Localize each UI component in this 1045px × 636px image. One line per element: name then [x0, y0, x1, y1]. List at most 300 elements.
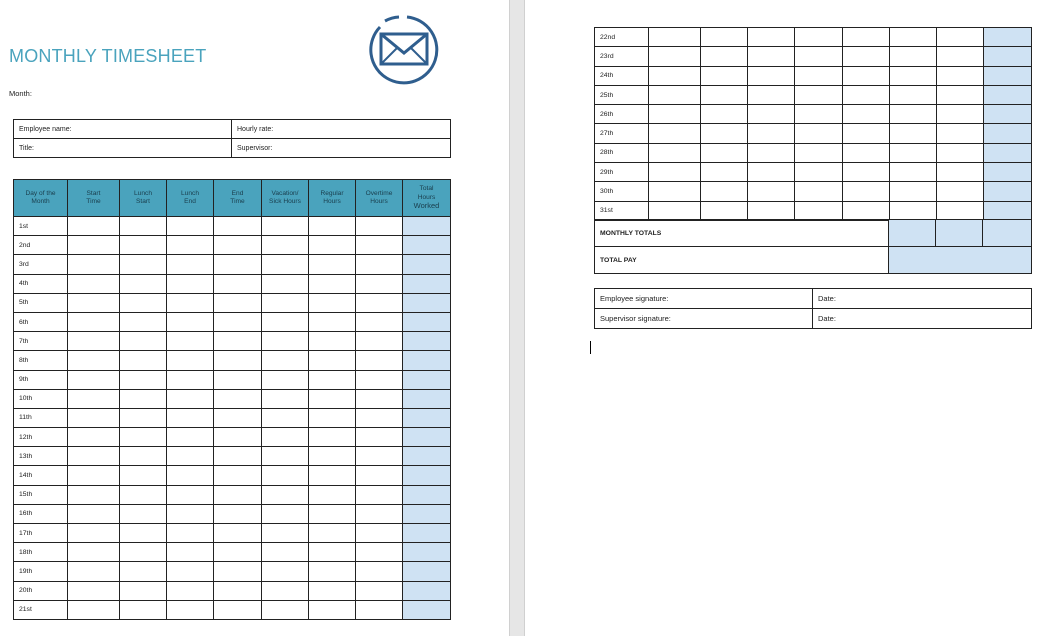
- time-entry-cell[interactable]: [795, 143, 843, 162]
- time-entry-cell[interactable]: [890, 163, 937, 182]
- page-left: [0, 0, 509, 636]
- total-hours-cell[interactable]: [403, 312, 451, 331]
- hourly-rate-field[interactable]: Hourly rate:: [232, 120, 451, 139]
- time-entry-cell[interactable]: [68, 466, 120, 485]
- time-entry-cell[interactable]: [795, 105, 843, 124]
- table-row: [14, 217, 451, 236]
- time-entry-cell[interactable]: [748, 105, 795, 124]
- time-entry-cell[interactable]: [843, 66, 890, 85]
- time-entry-cell[interactable]: [356, 466, 403, 485]
- time-entry-cell[interactable]: [356, 581, 403, 600]
- total-hours-cell[interactable]: [984, 66, 1032, 85]
- time-entry-cell[interactable]: [356, 293, 403, 312]
- time-entry-cell[interactable]: [795, 201, 843, 220]
- day-label: 6th: [14, 312, 68, 331]
- day-label: 22nd: [595, 28, 649, 47]
- time-entry-cell[interactable]: [701, 163, 748, 182]
- time-entry-cell[interactable]: [701, 143, 748, 162]
- time-entry-cell[interactable]: [795, 47, 843, 66]
- employee-name-field[interactable]: Employee name:: [14, 120, 232, 139]
- time-entry-cell[interactable]: [890, 182, 937, 201]
- time-entry-cell[interactable]: [937, 124, 984, 143]
- time-entry-cell[interactable]: [167, 312, 214, 331]
- time-entry-cell[interactable]: [120, 581, 167, 600]
- time-entry-cell[interactable]: [262, 217, 309, 236]
- time-entry-cell[interactable]: [356, 332, 403, 351]
- regular-hours-total[interactable]: [889, 220, 936, 247]
- total-hours-cell[interactable]: [403, 217, 451, 236]
- time-entry-cell[interactable]: [120, 524, 167, 543]
- time-entry-cell[interactable]: [120, 236, 167, 255]
- time-entry-cell[interactable]: [68, 600, 120, 619]
- total-hours-cell[interactable]: [403, 236, 451, 255]
- total-hours-cell[interactable]: [984, 163, 1032, 182]
- time-entry-cell[interactable]: [68, 581, 120, 600]
- time-entry-cell[interactable]: [843, 105, 890, 124]
- time-entry-cell[interactable]: [649, 66, 701, 85]
- table-header-row: [14, 180, 451, 217]
- time-entry-cell[interactable]: [68, 332, 120, 351]
- time-entry-cell[interactable]: [262, 524, 309, 543]
- table-row: [14, 255, 451, 274]
- time-entry-cell[interactable]: [309, 351, 356, 370]
- total-hours-cell[interactable]: [984, 105, 1032, 124]
- time-entry-cell[interactable]: [309, 332, 356, 351]
- time-entry-cell[interactable]: [262, 332, 309, 351]
- table-row: [14, 293, 451, 312]
- time-entry-cell[interactable]: [649, 47, 701, 66]
- time-entry-cell[interactable]: [167, 428, 214, 447]
- total-hours-cell[interactable]: [403, 351, 451, 370]
- time-entry-cell[interactable]: [68, 236, 120, 255]
- time-entry-cell[interactable]: [120, 274, 167, 293]
- total-hours-cell[interactable]: [403, 562, 451, 581]
- total-hours-cell[interactable]: [403, 466, 451, 485]
- time-entry-cell[interactable]: [843, 85, 890, 104]
- time-entry-cell[interactable]: [214, 370, 262, 389]
- total-hours-cell[interactable]: [403, 428, 451, 447]
- time-entry-cell[interactable]: [68, 370, 120, 389]
- time-entry-cell[interactable]: [309, 543, 356, 562]
- time-entry-cell[interactable]: [356, 370, 403, 389]
- time-entry-cell[interactable]: [262, 466, 309, 485]
- time-entry-cell[interactable]: [68, 562, 120, 581]
- time-entry-cell[interactable]: [167, 562, 214, 581]
- time-entry-cell[interactable]: [120, 312, 167, 331]
- time-entry-cell[interactable]: [356, 485, 403, 504]
- time-entry-cell[interactable]: [701, 28, 748, 47]
- table-row: [595, 85, 1032, 104]
- table-row: [14, 466, 451, 485]
- time-entry-cell[interactable]: [309, 255, 356, 274]
- time-entry-cell[interactable]: [214, 504, 262, 523]
- time-entry-cell[interactable]: [167, 217, 214, 236]
- time-entry-cell[interactable]: [890, 105, 937, 124]
- time-entry-cell[interactable]: [167, 504, 214, 523]
- time-entry-cell[interactable]: [120, 428, 167, 447]
- time-entry-cell[interactable]: [262, 428, 309, 447]
- time-entry-cell[interactable]: [309, 389, 356, 408]
- total-hours-cell[interactable]: [403, 274, 451, 293]
- time-entry-cell[interactable]: [649, 143, 701, 162]
- time-entry-cell[interactable]: [356, 236, 403, 255]
- time-entry-cell[interactable]: [214, 389, 262, 408]
- time-entry-cell[interactable]: [843, 124, 890, 143]
- time-entry-cell[interactable]: [890, 47, 937, 66]
- time-entry-cell[interactable]: [795, 124, 843, 143]
- time-entry-cell[interactable]: [214, 332, 262, 351]
- time-entry-cell[interactable]: [937, 66, 984, 85]
- header-overtime-hours: Overtime Hours: [356, 180, 403, 217]
- total-hours-total[interactable]: [983, 220, 1032, 247]
- time-entry-cell[interactable]: [748, 163, 795, 182]
- header-end-time: End Time: [214, 180, 262, 217]
- time-entry-cell[interactable]: [937, 85, 984, 104]
- time-entry-cell[interactable]: [748, 182, 795, 201]
- time-entry-cell[interactable]: [795, 85, 843, 104]
- time-entry-cell[interactable]: [214, 581, 262, 600]
- time-entry-cell[interactable]: [356, 447, 403, 466]
- total-hours-cell[interactable]: [403, 255, 451, 274]
- time-entry-cell[interactable]: [120, 351, 167, 370]
- time-entry-cell[interactable]: [356, 408, 403, 427]
- time-entry-cell[interactable]: [649, 124, 701, 143]
- time-entry-cell[interactable]: [356, 217, 403, 236]
- time-entry-cell[interactable]: [748, 66, 795, 85]
- time-entry-cell[interactable]: [262, 447, 309, 466]
- time-entry-cell[interactable]: [356, 255, 403, 274]
- total-hours-cell[interactable]: [403, 543, 451, 562]
- time-entry-cell[interactable]: [120, 255, 167, 274]
- time-entry-cell[interactable]: [68, 255, 120, 274]
- supervisor-field[interactable]: Supervisor:: [232, 139, 451, 158]
- total-hours-cell[interactable]: [984, 182, 1032, 201]
- day-label: 14th: [14, 466, 68, 485]
- time-entry-cell[interactable]: [214, 485, 262, 504]
- time-entry-cell[interactable]: [167, 389, 214, 408]
- time-entry-cell[interactable]: [937, 182, 984, 201]
- total-hours-cell[interactable]: [984, 85, 1032, 104]
- day-label: 2nd: [14, 236, 68, 255]
- header-start-time: Start Time: [68, 180, 120, 217]
- time-entry-cell[interactable]: [68, 504, 120, 523]
- total-hours-cell[interactable]: [984, 143, 1032, 162]
- total-hours-cell[interactable]: [403, 293, 451, 312]
- time-entry-cell[interactable]: [167, 466, 214, 485]
- time-entry-cell[interactable]: [214, 543, 262, 562]
- time-entry-cell[interactable]: [701, 182, 748, 201]
- time-entry-cell[interactable]: [214, 447, 262, 466]
- time-entry-cell[interactable]: [262, 293, 309, 312]
- time-entry-cell[interactable]: [890, 28, 937, 47]
- time-entry-cell[interactable]: [262, 562, 309, 581]
- total-hours-cell[interactable]: [984, 124, 1032, 143]
- time-entry-cell[interactable]: [309, 524, 356, 543]
- time-entry-cell[interactable]: [937, 201, 984, 220]
- time-entry-cell[interactable]: [356, 312, 403, 331]
- overtime-hours-total[interactable]: [936, 220, 983, 247]
- time-entry-cell[interactable]: [68, 217, 120, 236]
- time-entry-cell[interactable]: [309, 217, 356, 236]
- table-row: [595, 105, 1032, 124]
- time-entry-cell[interactable]: [120, 293, 167, 312]
- time-entry-cell[interactable]: [214, 524, 262, 543]
- time-entry-cell[interactable]: [356, 504, 403, 523]
- day-label: 13th: [14, 447, 68, 466]
- time-entry-cell[interactable]: [262, 485, 309, 504]
- total-hours-cell[interactable]: [403, 600, 451, 619]
- time-entry-cell[interactable]: [167, 447, 214, 466]
- time-entry-cell[interactable]: [937, 143, 984, 162]
- time-entry-cell[interactable]: [68, 485, 120, 504]
- time-entry-cell[interactable]: [937, 163, 984, 182]
- day-label: 1st: [14, 217, 68, 236]
- time-entry-cell[interactable]: [120, 389, 167, 408]
- time-entry-cell[interactable]: [356, 351, 403, 370]
- day-label: 15th: [14, 485, 68, 504]
- time-entry-cell[interactable]: [748, 143, 795, 162]
- total-hours-cell[interactable]: [403, 581, 451, 600]
- time-entry-cell[interactable]: [167, 485, 214, 504]
- time-entry-cell[interactable]: [214, 600, 262, 619]
- day-label: 23rd: [595, 47, 649, 66]
- time-entry-cell[interactable]: [701, 66, 748, 85]
- time-entry-cell[interactable]: [937, 105, 984, 124]
- time-entry-cell[interactable]: [701, 201, 748, 220]
- time-entry-cell[interactable]: [262, 274, 309, 293]
- time-entry-cell[interactable]: [795, 66, 843, 85]
- time-entry-cell[interactable]: [214, 293, 262, 312]
- time-entry-cell[interactable]: [649, 105, 701, 124]
- total-hours-cell[interactable]: [984, 28, 1032, 47]
- time-entry-cell[interactable]: [120, 543, 167, 562]
- time-entry-cell[interactable]: [843, 182, 890, 201]
- time-entry-cell[interactable]: [356, 389, 403, 408]
- time-entry-cell[interactable]: [120, 332, 167, 351]
- supervisor-date-field[interactable]: Date:: [813, 309, 1032, 329]
- time-entry-cell[interactable]: [262, 408, 309, 427]
- time-entry-cell[interactable]: [68, 293, 120, 312]
- time-entry-cell[interactable]: [262, 600, 309, 619]
- time-entry-cell[interactable]: [890, 66, 937, 85]
- time-entry-cell[interactable]: [937, 28, 984, 47]
- day-label: 7th: [14, 332, 68, 351]
- time-entry-cell[interactable]: [356, 524, 403, 543]
- day-label: 24th: [595, 66, 649, 85]
- time-entry-cell[interactable]: [309, 236, 356, 255]
- time-entry-cell[interactable]: [356, 600, 403, 619]
- time-entry-cell[interactable]: [890, 124, 937, 143]
- total-hours-cell[interactable]: [403, 524, 451, 543]
- time-entry-cell[interactable]: [68, 312, 120, 331]
- day-label: 5th: [14, 293, 68, 312]
- time-entry-cell[interactable]: [214, 428, 262, 447]
- time-entry-cell[interactable]: [309, 312, 356, 331]
- time-entry-cell[interactable]: [68, 389, 120, 408]
- time-entry-cell[interactable]: [262, 389, 309, 408]
- time-entry-cell[interactable]: [214, 408, 262, 427]
- time-entry-cell[interactable]: [309, 293, 356, 312]
- time-entry-cell[interactable]: [214, 236, 262, 255]
- time-entry-cell[interactable]: [701, 47, 748, 66]
- table-row: [595, 143, 1032, 162]
- day-label: 17th: [14, 524, 68, 543]
- time-entry-cell[interactable]: [120, 447, 167, 466]
- timesheet-table-continued: [594, 27, 1032, 221]
- time-entry-cell[interactable]: [68, 524, 120, 543]
- time-entry-cell[interactable]: [214, 274, 262, 293]
- time-entry-cell[interactable]: [167, 236, 214, 255]
- employee-date-field[interactable]: Date:: [813, 289, 1032, 309]
- time-entry-cell[interactable]: [262, 504, 309, 523]
- time-entry-cell[interactable]: [120, 600, 167, 619]
- time-entry-cell[interactable]: [309, 485, 356, 504]
- time-entry-cell[interactable]: [843, 163, 890, 182]
- time-entry-cell[interactable]: [701, 85, 748, 104]
- time-entry-cell[interactable]: [890, 201, 937, 220]
- time-entry-cell[interactable]: [120, 485, 167, 504]
- total-hours-cell[interactable]: [984, 201, 1032, 220]
- time-entry-cell[interactable]: [843, 47, 890, 66]
- time-entry-cell[interactable]: [167, 543, 214, 562]
- time-entry-cell[interactable]: [309, 447, 356, 466]
- time-entry-cell[interactable]: [167, 332, 214, 351]
- time-entry-cell[interactable]: [890, 85, 937, 104]
- total-hours-cell[interactable]: [984, 47, 1032, 66]
- time-entry-cell[interactable]: [167, 600, 214, 619]
- table-row: [14, 504, 451, 523]
- time-entry-cell[interactable]: [309, 274, 356, 293]
- time-entry-cell[interactable]: [937, 47, 984, 66]
- time-entry-cell[interactable]: [214, 312, 262, 331]
- time-entry-cell[interactable]: [356, 562, 403, 581]
- time-entry-cell[interactable]: [309, 562, 356, 581]
- time-entry-cell[interactable]: [701, 105, 748, 124]
- page-right: [525, 0, 1045, 636]
- time-entry-cell[interactable]: [649, 163, 701, 182]
- time-entry-cell[interactable]: [68, 351, 120, 370]
- time-entry-cell[interactable]: [843, 143, 890, 162]
- time-entry-cell[interactable]: [748, 201, 795, 220]
- time-entry-cell[interactable]: [701, 124, 748, 143]
- time-entry-cell[interactable]: [120, 408, 167, 427]
- time-entry-cell[interactable]: [68, 428, 120, 447]
- time-entry-cell[interactable]: [68, 543, 120, 562]
- time-entry-cell[interactable]: [120, 370, 167, 389]
- time-entry-cell[interactable]: [262, 370, 309, 389]
- time-entry-cell[interactable]: [649, 28, 701, 47]
- time-entry-cell[interactable]: [167, 293, 214, 312]
- time-entry-cell[interactable]: [309, 466, 356, 485]
- time-entry-cell[interactable]: [214, 255, 262, 274]
- monthly-totals-label: MONTHLY TOTALS: [595, 220, 889, 247]
- table-row: [595, 201, 1032, 220]
- total-hours-cell[interactable]: [403, 485, 451, 504]
- day-label: 29th: [595, 163, 649, 182]
- total-pay-label: TOTAL PAY: [595, 247, 889, 274]
- supervisor-signature-field[interactable]: Supervisor signature:: [595, 309, 813, 329]
- time-entry-cell[interactable]: [795, 163, 843, 182]
- time-entry-cell[interactable]: [748, 28, 795, 47]
- header-total-hours-worked: Total Hours Worked: [403, 180, 451, 217]
- day-label: 18th: [14, 543, 68, 562]
- employee-signature-field[interactable]: Employee signature:: [595, 289, 813, 309]
- time-entry-cell[interactable]: [167, 351, 214, 370]
- time-entry-cell[interactable]: [68, 408, 120, 427]
- time-entry-cell[interactable]: [748, 124, 795, 143]
- time-entry-cell[interactable]: [120, 466, 167, 485]
- total-hours-cell[interactable]: [403, 408, 451, 427]
- time-entry-cell[interactable]: [309, 428, 356, 447]
- time-entry-cell[interactable]: [890, 143, 937, 162]
- time-entry-cell[interactable]: [309, 370, 356, 389]
- time-entry-cell[interactable]: [649, 85, 701, 104]
- table-row: [595, 163, 1032, 182]
- total-hours-cell[interactable]: [403, 370, 451, 389]
- time-entry-cell[interactable]: [214, 217, 262, 236]
- time-entry-cell[interactable]: [262, 351, 309, 370]
- total-hours-cell[interactable]: [403, 332, 451, 351]
- time-entry-cell[interactable]: [649, 182, 701, 201]
- total-hours-cell[interactable]: [403, 447, 451, 466]
- time-entry-cell[interactable]: [356, 428, 403, 447]
- time-entry-cell[interactable]: [309, 581, 356, 600]
- total-pay-value[interactable]: [889, 247, 1032, 274]
- day-label: 19th: [14, 562, 68, 581]
- time-entry-cell[interactable]: [309, 504, 356, 523]
- signature-table: [594, 288, 1032, 329]
- time-entry-cell[interactable]: [649, 201, 701, 220]
- time-entry-cell[interactable]: [214, 562, 262, 581]
- time-entry-cell[interactable]: [309, 600, 356, 619]
- gutter-edge-left: [509, 0, 510, 636]
- time-entry-cell[interactable]: [843, 28, 890, 47]
- header-day-of-month: Day of the Month: [14, 180, 68, 217]
- time-entry-cell[interactable]: [167, 581, 214, 600]
- time-entry-cell[interactable]: [748, 85, 795, 104]
- time-entry-cell[interactable]: [795, 182, 843, 201]
- table-row: [595, 124, 1032, 143]
- title-field[interactable]: Title:: [14, 139, 232, 158]
- time-entry-cell[interactable]: [262, 543, 309, 562]
- time-entry-cell[interactable]: [167, 274, 214, 293]
- total-hours-cell[interactable]: [403, 504, 451, 523]
- time-entry-cell[interactable]: [167, 370, 214, 389]
- time-entry-cell[interactable]: [795, 28, 843, 47]
- total-hours-cell[interactable]: [403, 389, 451, 408]
- time-entry-cell[interactable]: [120, 217, 167, 236]
- time-entry-cell[interactable]: [262, 255, 309, 274]
- time-entry-cell[interactable]: [262, 236, 309, 255]
- time-entry-cell[interactable]: [120, 504, 167, 523]
- time-entry-cell[interactable]: [748, 47, 795, 66]
- time-entry-cell[interactable]: [167, 255, 214, 274]
- time-entry-cell[interactable]: [68, 274, 120, 293]
- time-entry-cell[interactable]: [309, 408, 356, 427]
- time-entry-cell[interactable]: [356, 543, 403, 562]
- time-entry-cell[interactable]: [167, 408, 214, 427]
- time-entry-cell[interactable]: [843, 201, 890, 220]
- time-entry-cell[interactable]: [262, 581, 309, 600]
- time-entry-cell[interactable]: [356, 274, 403, 293]
- time-entry-cell[interactable]: [167, 524, 214, 543]
- time-entry-cell[interactable]: [214, 351, 262, 370]
- time-entry-cell[interactable]: [68, 447, 120, 466]
- time-entry-cell[interactable]: [262, 312, 309, 331]
- header-lunch-start: Lunch Start: [120, 180, 167, 217]
- time-entry-cell[interactable]: [214, 466, 262, 485]
- time-entry-cell[interactable]: [120, 562, 167, 581]
